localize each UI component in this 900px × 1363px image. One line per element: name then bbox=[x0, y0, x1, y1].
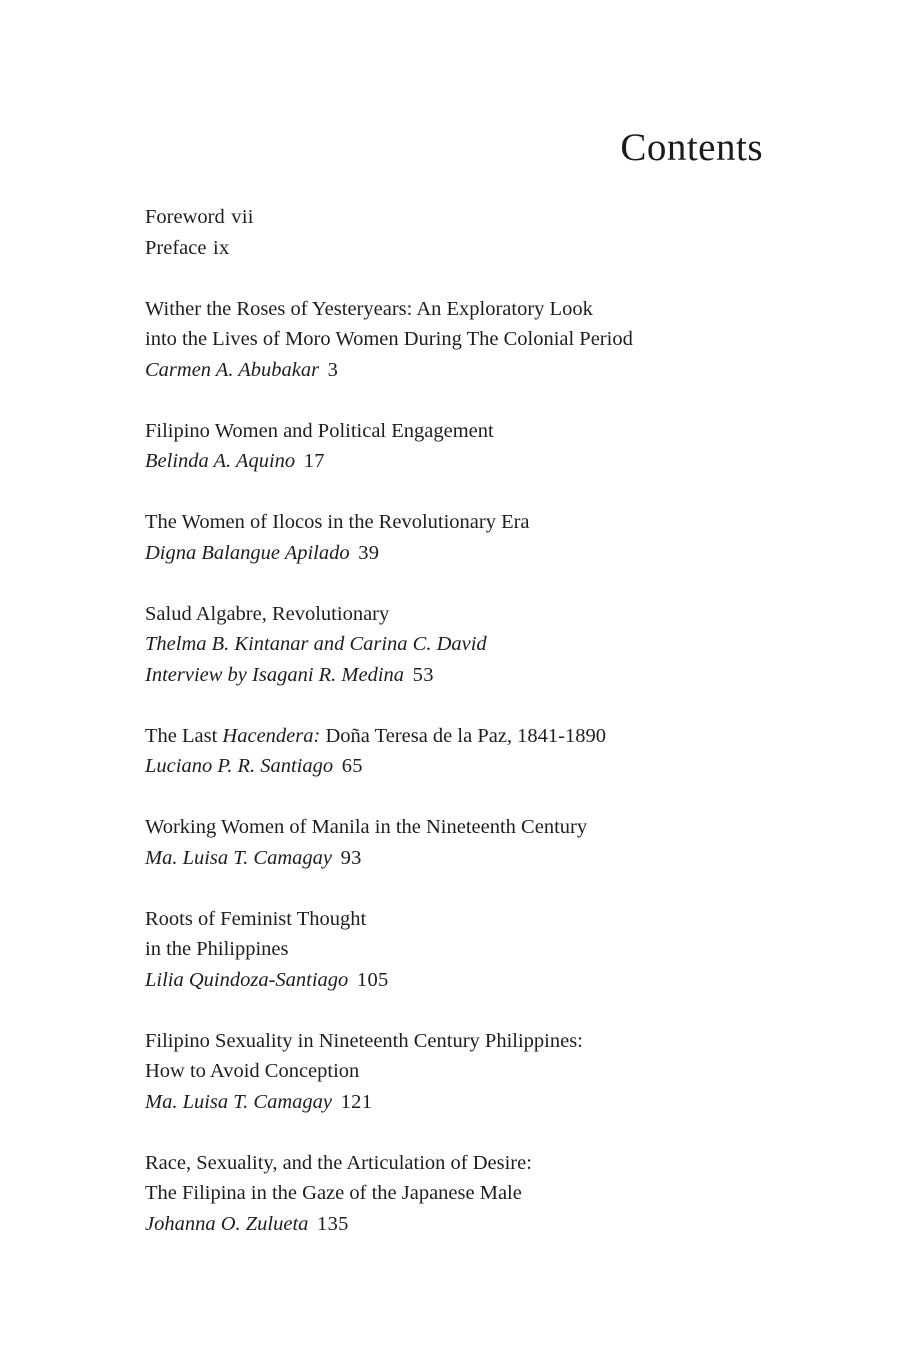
entry-title-line bbox=[145, 324, 840, 355]
entry-title-line-segment: Hacendera: bbox=[222, 724, 321, 747]
toc-entry bbox=[145, 294, 840, 386]
entry-title-line bbox=[145, 1056, 840, 1087]
entry-title-line bbox=[145, 721, 840, 752]
toc-entry bbox=[145, 416, 840, 477]
entry-title-line-segment: Salud Algabre, Revolutionary bbox=[145, 602, 390, 625]
front-matter-list bbox=[145, 202, 840, 263]
front-matter-line bbox=[145, 202, 840, 233]
entry-title-line bbox=[145, 1026, 840, 1057]
entry-author-line bbox=[145, 843, 840, 874]
entry-author-line bbox=[145, 1087, 840, 1118]
entry-title-line-segment: Race, Sexuality, and the Articulation of Desire: bbox=[145, 1151, 532, 1174]
entry-title-line-segment: Working Women of Manila in the Nineteenth Century bbox=[145, 816, 588, 838]
entry-title-line-segment: Wither the Roses of Yesteryears: An Exploratory Look bbox=[145, 297, 593, 320]
page-number: 39 bbox=[358, 541, 380, 564]
entry-title-line-segment: in the Philippines bbox=[145, 938, 289, 960]
toc-entry bbox=[145, 812, 840, 873]
entry-title-line bbox=[145, 1178, 840, 1209]
front-matter-label: Preface bbox=[145, 236, 207, 259]
entry-title-line-segment: The Last bbox=[145, 724, 223, 747]
entry-title-line-segment: Filipino Women and Political Engagement bbox=[145, 419, 494, 442]
entry-author-line-segment: Lilia Quindoza-Santiago bbox=[145, 968, 349, 991]
page-number: 17 bbox=[303, 450, 325, 472]
entry-list bbox=[145, 294, 840, 1240]
entry-title-line-segment: The Filipina in the Gaze of the Japanese Male bbox=[145, 1182, 522, 1204]
page-number: 93 bbox=[340, 846, 362, 869]
entry-title-line-segment: into the Lives of Moro Women During The Colonial Period bbox=[145, 328, 633, 350]
page-number: 65 bbox=[341, 755, 363, 777]
entry-author-line bbox=[145, 965, 840, 996]
entry-author-line-segment: Digna Balangue Apilado bbox=[145, 541, 350, 564]
entry-author-line-segment: Ma. Luisa T. Camagay bbox=[145, 1090, 332, 1113]
page-number: vii bbox=[231, 206, 254, 228]
entry-title-line-segment: Filipino Sexuality in Nineteenth Century Philippines: bbox=[145, 1029, 583, 1052]
entry-author-line-segment: Luciano P. R. Santiago bbox=[145, 755, 334, 777]
entry-title-line bbox=[145, 416, 840, 447]
entry-title-line bbox=[145, 599, 840, 630]
toc-entry bbox=[145, 1148, 840, 1240]
page-number: 3 bbox=[327, 358, 339, 381]
entry-title-line bbox=[145, 507, 840, 538]
entry-author-line-segment: Ma. Luisa T. Camagay bbox=[145, 846, 332, 869]
table-of-contents bbox=[145, 202, 840, 1239]
entry-author-line bbox=[145, 1209, 840, 1240]
front-matter-line bbox=[145, 233, 840, 264]
entry-title-line-segment: The Women of Ilocos in the Revolutionary Era bbox=[145, 511, 530, 533]
toc-entry bbox=[145, 1026, 840, 1118]
page-number: 135 bbox=[317, 1212, 349, 1235]
entry-title-line bbox=[145, 1148, 840, 1179]
entry-title-line bbox=[145, 812, 840, 843]
entry-author-line-segment: Carmen A. Abubakar bbox=[145, 358, 320, 381]
entry-title-line-segment: Doña Teresa de la Paz, 1841-1890 bbox=[320, 724, 606, 747]
toc-entry bbox=[145, 721, 840, 782]
entry-title-line-segment: How to Avoid Conception bbox=[145, 1060, 360, 1082]
entry-author-line-segment: Interview by Isagani R. Medina bbox=[145, 663, 405, 686]
entry-title-line-segment: Roots of Feminist Thought bbox=[145, 907, 367, 930]
entry-author-line bbox=[145, 751, 840, 782]
entry-title-line bbox=[145, 294, 840, 325]
page-number: 105 bbox=[356, 968, 389, 991]
page-number: ix bbox=[213, 236, 230, 259]
toc-entry bbox=[145, 904, 840, 996]
toc-entry bbox=[145, 507, 840, 568]
entry-author-line bbox=[145, 660, 840, 691]
page-number: 53 bbox=[412, 663, 434, 686]
toc-entry bbox=[145, 599, 840, 691]
entry-author-line-segment: Belinda A. Aquino bbox=[145, 450, 296, 472]
page-number: 121 bbox=[340, 1090, 373, 1113]
entry-title-line bbox=[145, 904, 840, 935]
entry-author-line-segment: Thelma B. Kintanar and Carina C. David bbox=[145, 633, 487, 655]
entry-author-line bbox=[145, 446, 840, 477]
entry-author-line bbox=[145, 355, 840, 386]
entry-author-line bbox=[145, 538, 840, 569]
entry-title-line bbox=[145, 934, 840, 965]
page-title: Contents bbox=[620, 126, 763, 169]
front-matter-label: Foreword bbox=[145, 206, 225, 228]
entry-author-line-segment: Johanna O. Zulueta bbox=[145, 1212, 309, 1235]
entry-author-line bbox=[145, 629, 840, 660]
